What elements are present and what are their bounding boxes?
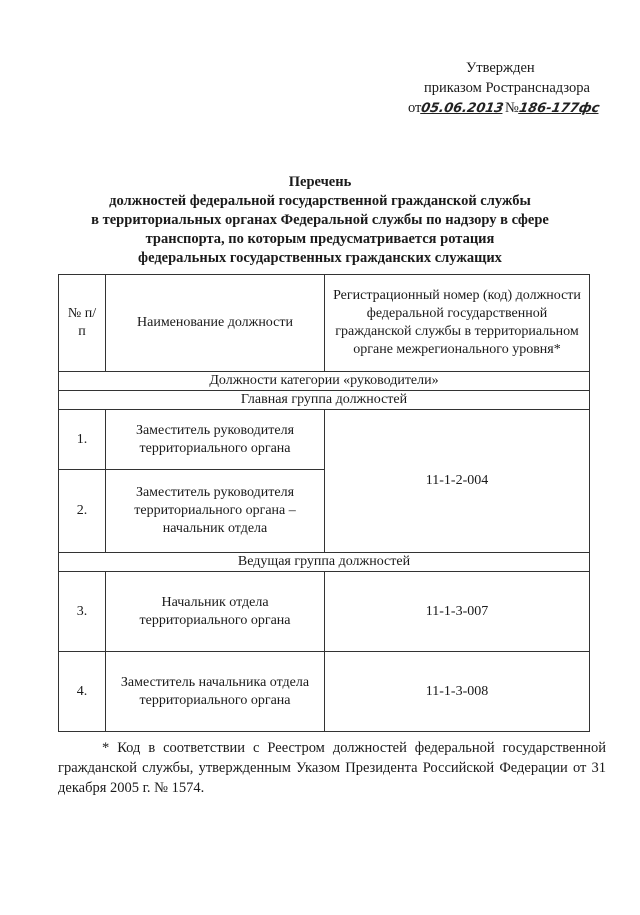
approval-line-approved: Утвержден xyxy=(466,60,535,76)
approval-line-date-number xyxy=(408,98,608,119)
group-main-label: Главная группа должностей xyxy=(59,391,590,410)
row-name: Заместитель руководителя территориального органа xyxy=(106,410,325,470)
group-main-row xyxy=(59,391,590,410)
row-num: 2. xyxy=(59,470,106,553)
category-label: Должности категории «руководители» xyxy=(59,372,590,391)
row-name: Заместитель начальника отдела территориального органа xyxy=(106,652,325,732)
header-num: № п/п xyxy=(59,275,106,372)
approval-number: 186-177фс xyxy=(517,101,601,116)
header-code: Регистрационный номер (код) должности федеральной государственной гражданской службы в территориальном органе межрегионального уровня* xyxy=(325,275,590,372)
category-row xyxy=(59,372,590,391)
title-line-3: в территориальных органах Федеральной службы по надзору в сфере xyxy=(91,212,549,228)
row-name: Заместитель руководителя территориального органа – начальник отдела xyxy=(106,470,325,553)
row-code-shared: 11-1-2-004 xyxy=(325,410,590,553)
header-name: Наименование должности xyxy=(106,275,325,372)
table-header-row xyxy=(59,275,590,372)
row-num: 1. xyxy=(59,410,106,470)
footnote: * Код в соответствии с Реестром должностей федеральной государственной гражданской службы, утвержденным Указом Президента Российской Федерации от 31 декабря 2005 г. № 1574. xyxy=(58,740,606,796)
title-line-2: должностей федеральной государственной гражданской службы xyxy=(109,193,531,209)
title-line-4: транспорта, по которым предусматривается ротация xyxy=(145,231,495,247)
group-lead-row xyxy=(59,553,590,572)
row-name: Начальник отдела территориального органа xyxy=(106,572,325,652)
table-row xyxy=(59,652,590,732)
group-lead-label: Ведущая группа должностей xyxy=(59,553,590,572)
approval-stamp xyxy=(408,58,608,119)
approval-from-label: от xyxy=(408,100,422,116)
title-line-1: Перечень xyxy=(288,174,352,190)
approval-line-order: приказом Ространснадзора xyxy=(424,80,590,96)
row-code: 11-1-3-008 xyxy=(325,652,590,732)
row-code: 11-1-3-007 xyxy=(325,572,590,652)
row-num: 3. xyxy=(59,572,106,652)
approval-number-label: № xyxy=(505,100,519,116)
title-line-5: федеральных государственных гражданских служащих xyxy=(138,250,502,266)
table-row xyxy=(59,410,590,470)
positions-table xyxy=(58,274,590,732)
approval-date: 05.06.2013 xyxy=(420,101,506,116)
row-num: 4. xyxy=(59,652,106,732)
document-title xyxy=(60,173,580,268)
table-row xyxy=(59,572,590,652)
